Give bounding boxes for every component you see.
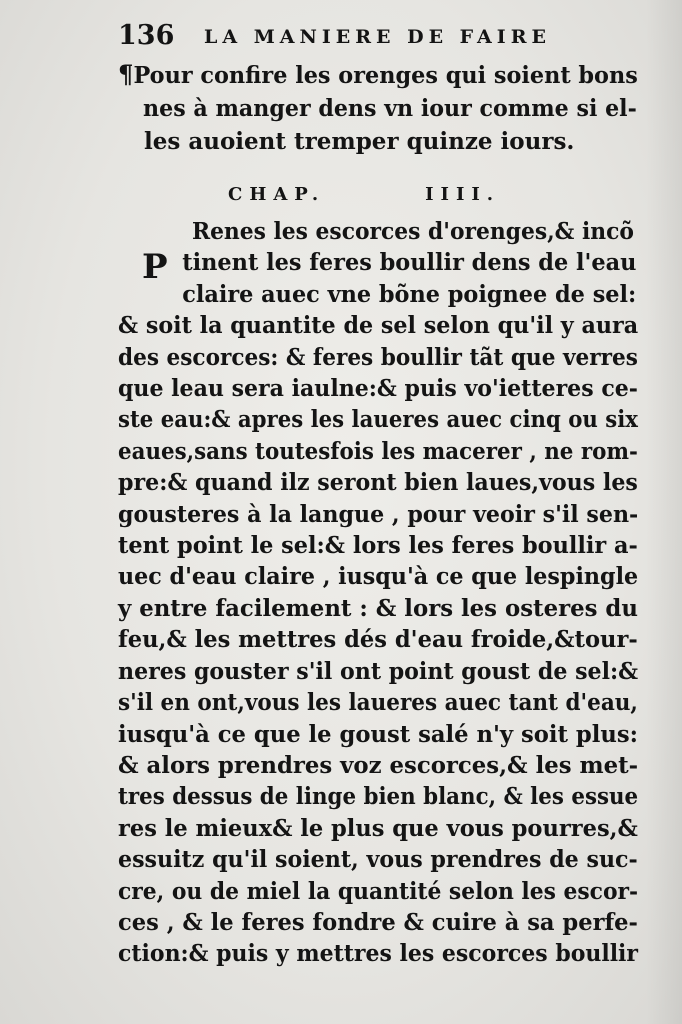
page-edge-shadow [646, 0, 682, 1024]
rubric-line [118, 58, 638, 92]
text-line: ction:& puis y mettres les escorces boullir [118, 940, 639, 968]
text-line: tres dessus de linge bien blanc, & les essue [118, 783, 639, 811]
text-line: & alors prendres voz escorces,& les met- [118, 751, 639, 779]
rubric-line-text: Pour confire les orenges qui soient bons [133, 62, 638, 89]
text-line: y entre facilement : & lors les osteres du [118, 594, 638, 622]
pilcrow-icon: ¶ [118, 60, 134, 89]
text-line: tinent les feres boullir dens de l'eau [182, 249, 637, 277]
text-line: gousteres à la langue , pour veoir s'il sen- [118, 500, 639, 528]
page-number: 136 [118, 20, 175, 51]
text-line: essuitz qu'il soient, vous prendres de suc- [118, 846, 638, 874]
text-line: eaues,sans toutesfois les macerer , ne rom- [118, 437, 638, 465]
rubric-line: les auoient tremper quinze iours. [144, 128, 575, 155]
rubric-line: nes à manger dens vn iour comme si el- [143, 95, 637, 122]
text-line: pre:& quand ilz seront bien laues,vous les [118, 469, 638, 497]
text-line: que leau sera iaulne:& puis vo'ietteres ce- [118, 375, 638, 403]
text-line: & soit la quantite de sel selon qu'il y aura [118, 312, 639, 340]
text-line: uec d'eau claire , iusqu'à ce que lespingle [118, 563, 639, 591]
chapter-body [118, 216, 638, 970]
text-line: iusqu'à ce que le goust salé n'y soit plus: [118, 720, 638, 748]
chapter-number: IIII. [425, 184, 501, 205]
recipe-rubric [118, 58, 638, 158]
text-line: tent point le sel:& lors les feres boullir a- [118, 532, 638, 560]
text-line: ste eau:& apres les laueres auec cinq ou six [118, 406, 638, 434]
page-header [118, 18, 588, 54]
text-line: neres gouster s'il ont point goust de sel:& [118, 657, 639, 685]
drop-initial: P [142, 247, 168, 287]
text-line: s'il en ont,vous les laueres auec tant d'eau, [118, 689, 638, 717]
text-line: des escorces: & feres boullir tãt que verres [118, 343, 638, 371]
text-line: Renes les escorces d'orenges,& incõ [191, 218, 634, 245]
chapter-heading [228, 184, 528, 205]
text-line: claire auec vne bõne poignee de sel: [182, 280, 637, 308]
text-line: feu,& les mettres dés d'eau froide,&tour- [118, 626, 638, 654]
text-line: ces , & le feres fondre & cuire à sa perfe- [118, 908, 638, 936]
chapter-label: CHAP. [228, 184, 326, 205]
running-head: LA MANIERE DE FAIRE [204, 26, 551, 48]
text-line: cre, ou de miel la quantité selon les escor- [118, 877, 639, 905]
text-line: res le mieux& le plus que vous pourres,& [118, 814, 638, 842]
